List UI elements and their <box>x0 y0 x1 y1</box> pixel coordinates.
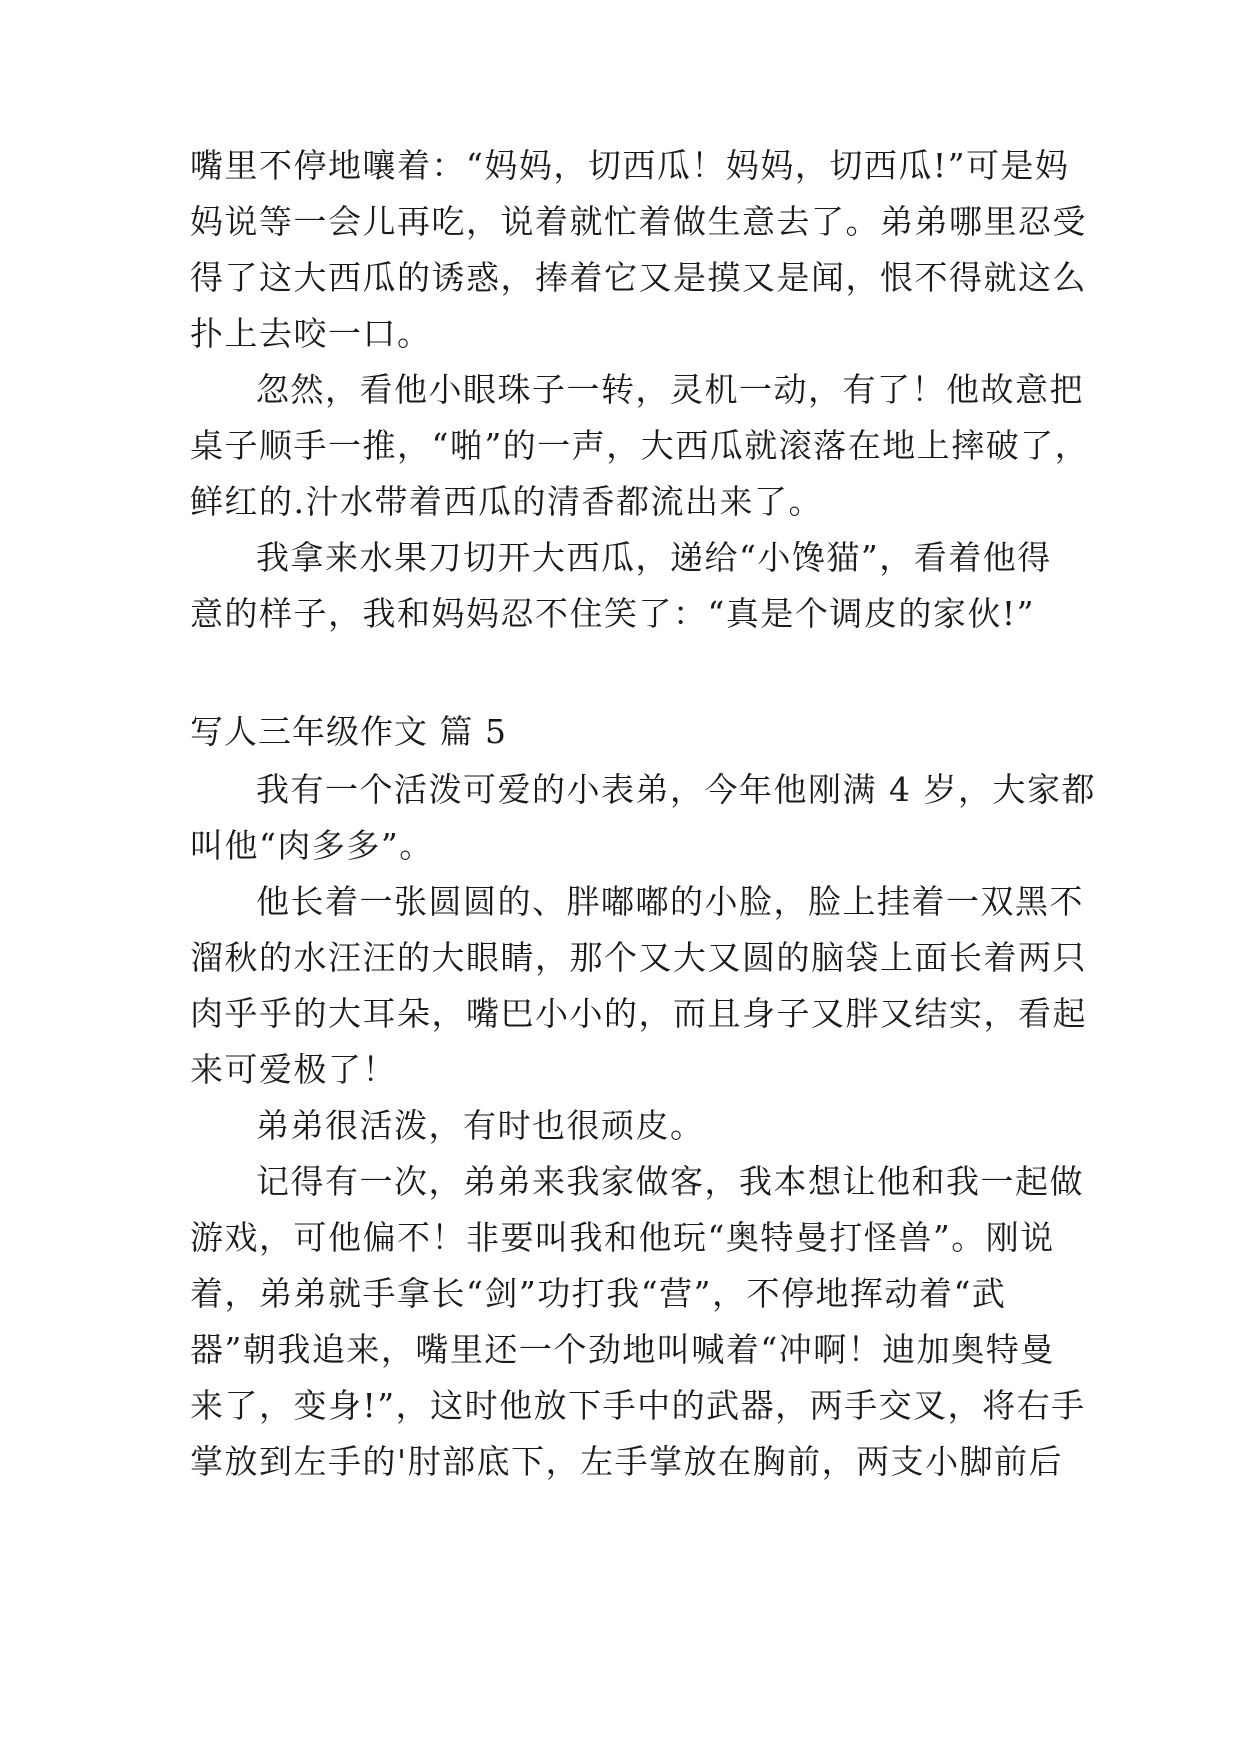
section-heading: 写人三年级作文 篇 5 <box>190 712 507 751</box>
text-line: 我拿来水果刀切开大西瓜，递给“小馋猫”，看着他得 <box>256 538 1052 577</box>
text-line: 器”朝我追来，嘴里还一个劲地叫喊着“冲啊！迪加奥特曼 <box>190 1330 1055 1369</box>
text-line: 着，弟弟就手拿长“剑”功打我“营”，不停地挥动着“武 <box>190 1274 1007 1313</box>
text-line: 溜秋的水汪汪的大眼睛，那个又大又圆的脑袋上面长着两只 <box>190 938 1087 977</box>
text-line: 鲜红的.汁水带着西瓜的清香都流出来了。 <box>190 482 823 521</box>
text-line: 游戏，可他偏不！非要叫我和他玩“奥特曼打怪兽”。刚说 <box>190 1218 1055 1257</box>
text-line: 叫他“肉多多”。 <box>190 826 434 865</box>
text-line: 我有一个活泼可爱的小表弟，今年他刚满 4 岁，大家都 <box>256 770 1096 809</box>
text-line: 他长着一张圆圆的、胖嘟嘟的小脸，脸上挂着一双黑不 <box>256 882 1084 921</box>
text-line: 来了，变身!”，这时他放下手中的武器，两手交叉，将右手 <box>190 1386 1086 1425</box>
text-line: 肉乎乎的大耳朵，嘴巴小小的，而且身子又胖又结实，看起 <box>190 994 1087 1033</box>
text-line: 来可爱极了！ <box>190 1050 397 1089</box>
text-line: 记得有一次，弟弟来我家做客，我本想让他和我一起做 <box>256 1162 1084 1201</box>
text-line: 意的样子，我和妈妈忍不住笑了：“真是个调皮的家伙!” <box>190 594 1036 633</box>
text-line: 嘴里不停地嚷着：“妈妈，切西瓜！妈妈，切西瓜!”可是妈 <box>190 146 1070 185</box>
text-line: 忽然，看他小眼珠子一转，灵机一动，有了！他故意把 <box>256 370 1084 409</box>
text-line: 得了这大西瓜的诱惑，捧着它又是摸又是闻，恨不得就这么 <box>190 258 1087 297</box>
text-line: 掌放到左手的'肘部底下，左手掌放在胸前，两支小脚前后 <box>190 1442 1064 1481</box>
text-line: 妈说等一会儿再吃，说着就忙着做生意去了。弟弟哪里忍受 <box>190 202 1087 241</box>
text-line: 扑上去咬一口。 <box>190 314 432 353</box>
text-line: 弟弟很活泼，有时也很顽皮。 <box>256 1106 705 1145</box>
text-line: 桌子顺手一推，“啪”的一声，大西瓜就滚落在地上摔破了， <box>190 426 1090 465</box>
